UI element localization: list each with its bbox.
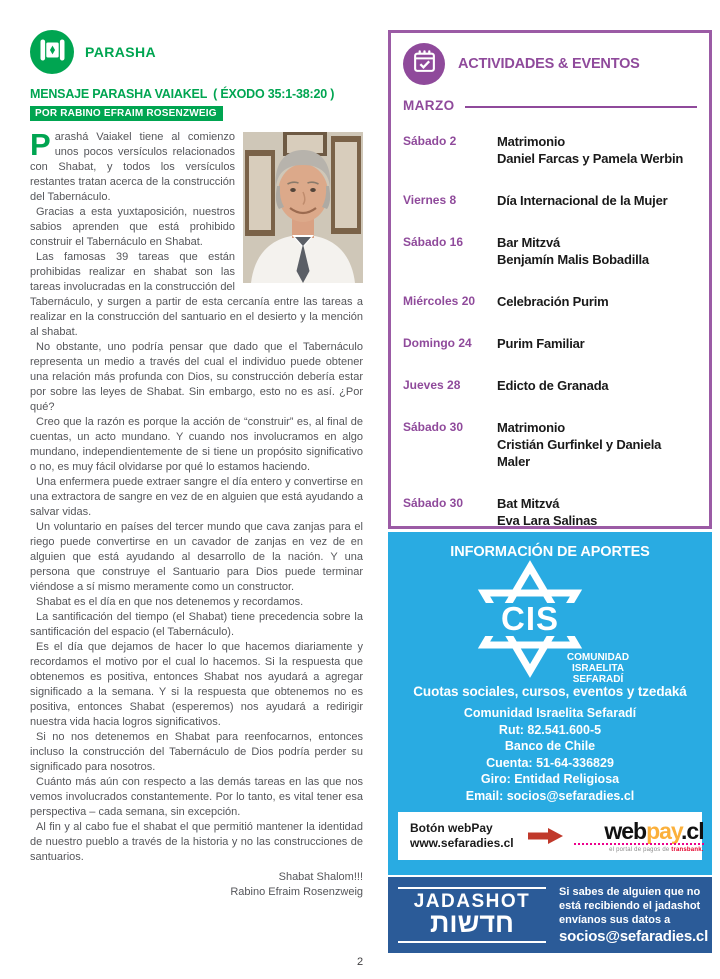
rabbi-photo [243, 132, 363, 283]
jadashot-email: socios@sefaradies.cl [559, 928, 709, 945]
cis-logo-text: CIS [500, 600, 560, 637]
article-paragraph: Una enfermera puede extraer sangre el día entero y convertirse en una extractora de sangre en vez de en alguien que está ayudando a salvar vidas. [30, 476, 363, 518]
article-title-reference: ( ÉXODO 35:1-38:20 ) [213, 87, 335, 101]
byline-badge: POR RABINO EFRAIM ROSENZWEIG [30, 106, 223, 121]
webpay-label [410, 821, 514, 851]
jadashot-message-line: Si sabes de alguien que no [559, 886, 701, 898]
webpay-logo [574, 817, 704, 853]
event-row [403, 192, 697, 209]
aportes-detail-line: Cuenta: 51-64-336829 [486, 755, 614, 770]
event-description [497, 335, 585, 352]
event-date: Domingo 24 [403, 336, 472, 350]
article-body [30, 127, 363, 900]
article-paragraph: Gracias a esta yuxtaposición, nuestros sabios aprenden que está prohibido construir el Tabernáculo en Shabat. [30, 206, 235, 248]
event-description [497, 234, 649, 268]
events-list [403, 133, 697, 529]
event-description-line: Matrimonio [497, 420, 566, 435]
event-date: Viernes 8 [403, 193, 457, 207]
event-description [497, 495, 597, 529]
jadashot-logo [398, 887, 546, 943]
page-number: 2 [356, 956, 364, 968]
aportes-detail-line: Comunidad Israelita Sefaradí [463, 706, 637, 720]
event-description [497, 419, 697, 470]
calendar-icon [412, 49, 437, 79]
event-description [497, 293, 608, 310]
event-date: Sábado 30 [403, 420, 464, 434]
event-description [497, 377, 608, 394]
signoff-line-2: Rabino Efraim Rosenzweig [230, 886, 363, 898]
event-description-line: Purim Familiar [497, 336, 585, 351]
article-paragraph: Es el día que dejamos de hacer lo que hacemos diariamente y recordamos el motivo por el cual lo hacemos. Si la respuesta que obtenemos es positiva, entonces Shabat nos ayudará a agregar significado a la semana. Y si la respuesta que obtenemos no es positiva, entonces Shabat (esperemos) nos ayudará a redirigir nuestra vida hacia logros significativos. [30, 641, 363, 728]
event-row [403, 377, 697, 394]
article-paragraph: Shabat es el día en que nos detenemos y recordamos. [36, 596, 304, 608]
article-paragraph: La santificación del tiempo (el Shabat) tiene precedencia sobre la santificación del espacio (el Tabernáculo). [30, 611, 363, 638]
aportes-detail-line: Giro: Entidad Religiosa [480, 772, 620, 786]
article-title [30, 87, 363, 101]
event-row [403, 335, 697, 352]
article-paragraph: Las famosas 39 tareas que están prohibidas realizar en shabat son las tareas involucradas en la construcción del Tabernáculo, y surgen a partir de esta cercanía entre las tareas a realizar en la construcción del santuario en el desierto y la mención al shabat. [30, 251, 363, 338]
event-description-line: Daniel Farcas y Pamela Werbin [497, 151, 684, 166]
webpay-button[interactable] [398, 812, 702, 860]
event-row [403, 234, 697, 268]
events-box [388, 30, 712, 529]
jadashot-logo-hebrew: חדשות [430, 908, 514, 938]
event-description-line: Celebración Purim [497, 294, 609, 309]
event-row [403, 419, 697, 470]
article-paragraph: Creo que la razón es porque la acción de “construir” es, al final de cuentas, un acto mundano. Y cuando nos involucramos en algo mundano, independientemente de si tiene un propósito significativo o no, es muy fácil olvidarse por qué lo estamos haciendo. [30, 416, 363, 473]
parasha-badge-circle [30, 30, 74, 74]
event-row [403, 133, 697, 167]
cis-logo-sub-2: ISRAELITA [571, 663, 625, 674]
event-description-line: Bat Mitzvá [497, 496, 560, 511]
webpay-tagline-text: el portal de pagos de [609, 846, 672, 853]
aportes-detail-line: Rut: 82.541.600-5 [498, 722, 602, 737]
aportes-header: INFORMACIÓN DE APORTES [450, 544, 650, 560]
event-date: Sábado 2 [403, 134, 457, 148]
jadashot-logo-latin: JADASHOT [413, 891, 531, 912]
jadashot-message-lines [559, 885, 708, 927]
cis-star-logo [435, 560, 665, 684]
jadashot-message-line: está recibiendo el jadashot [559, 900, 701, 912]
webpay-tagline [609, 847, 703, 853]
events-badge-circle [403, 43, 445, 85]
webpay-tagline-brand: transbank. [671, 846, 704, 853]
article-paragraph: Al fin y al cabo fue el shabat el que permitió mantener la identidad de nuestro pueblo a través de la historia y no las construcciones de santuarios. [30, 821, 363, 863]
webpay-word-web: web [604, 817, 647, 844]
event-date: Miércoles 20 [403, 294, 476, 308]
event-row [403, 293, 697, 310]
arrow-right-icon [528, 827, 564, 845]
event-description-line: Día Internacional de la Mujer [497, 193, 668, 208]
month-divider-line [465, 106, 698, 108]
month-label: MARZO [403, 98, 455, 113]
dropcap: P [30, 127, 51, 162]
parasha-header [30, 30, 363, 74]
parasha-section [30, 30, 363, 930]
jadashot-message [559, 885, 708, 945]
torah-scroll-icon [39, 37, 66, 68]
event-row [403, 495, 697, 529]
month-row [403, 98, 697, 113]
event-description [497, 133, 683, 167]
jadashot-message-line: envíanos sus datos a [559, 914, 671, 926]
article-paragraph: Un voluntario en países del tercer mundo que cava zanjas para el riego puede convertirse en un cavador de zanjas en vez de en alguien que está ayudando al desarrollo de la nación. Y una persona que construye el Santuario para Dios puede terminar viéndose a sí mismo meramente como un constructor. [30, 521, 363, 593]
event-description-line: Eva Lara Salinas [497, 513, 598, 528]
cis-logo-sub-1: COMUNIDAD [566, 652, 630, 663]
right-column [388, 30, 712, 953]
webpay-label-line-2: www.sefaradies.cl [410, 836, 514, 850]
aportes-details [396, 705, 704, 804]
webpay-dotted-line [574, 843, 704, 845]
event-date: Sábado 30 [403, 496, 464, 510]
webpay-word-pay: pay [646, 817, 682, 844]
cis-logo-sub-3: SEFARADÍ [572, 674, 624, 684]
event-description [497, 192, 667, 209]
signoff-line-1: Shabat Shalom!!! [278, 871, 363, 883]
event-description-line: Edicto de Granada [497, 378, 609, 393]
article-paragraphs [30, 205, 363, 865]
intro-text: arashá Vaiakel tiene al comienzo unos pocos versículos relacionados con Shabat, y todos los versículos restantes tratan acerca de la construcción del Tabernáculo. [30, 131, 235, 203]
webpay-wordmark [604, 817, 704, 844]
events-title: ACTIVIDADES & EVENTOS [458, 56, 640, 72]
article-paragraph: No obstante, uno podría pensar que dado que el Tabernáculo representa un medio a través del cual el individuo puede obtener una relación más profunda con Dios, su construcción debería estar por sobre las leyes de Shabat. Sin embargo, esto no es así. ¿Por qué? [30, 341, 363, 413]
events-header [403, 43, 697, 85]
article-paragraph: Cuánto más aún con respecto a las demás tareas en las que nos vemos involucrados constantemente. Por lo tanto, es vital tener esa perspectiva – cada semana, sin excepción. [30, 776, 363, 818]
aportes-detail-line: Email: socios@sefaradies.cl [465, 788, 635, 803]
aportes-tagline: Cuotas sociales, cursos, eventos y tzedaká [413, 684, 687, 699]
aportes-detail-line: Banco de Chile [504, 739, 596, 753]
event-description-line: Matrimonio [497, 134, 566, 149]
jadashot-banner [388, 877, 712, 953]
article-title-text: MENSAJE PARASHA VAIAKEL [30, 87, 208, 101]
section-title: PARASHA [85, 44, 156, 60]
event-date: Jueves 28 [403, 378, 461, 392]
aportes-box [388, 532, 712, 875]
event-description-line: Bar Mitzvá [497, 235, 561, 250]
webpay-label-line-1: Botón webPay [410, 821, 493, 835]
event-date: Sábado 16 [403, 235, 464, 249]
event-description-line: Benjamín Malis Bobadilla [497, 252, 649, 267]
webpay-word-cl: .cl [681, 817, 704, 844]
article-paragraph: Si no nos detenemos en Shabat para reenfocarnos, entonces incluso la construcción del Tabernáculo de Dios podría perder su significado para nosotros. [30, 731, 363, 773]
event-description-line: Cristián Gurfinkel y Daniela Maler [497, 437, 662, 469]
